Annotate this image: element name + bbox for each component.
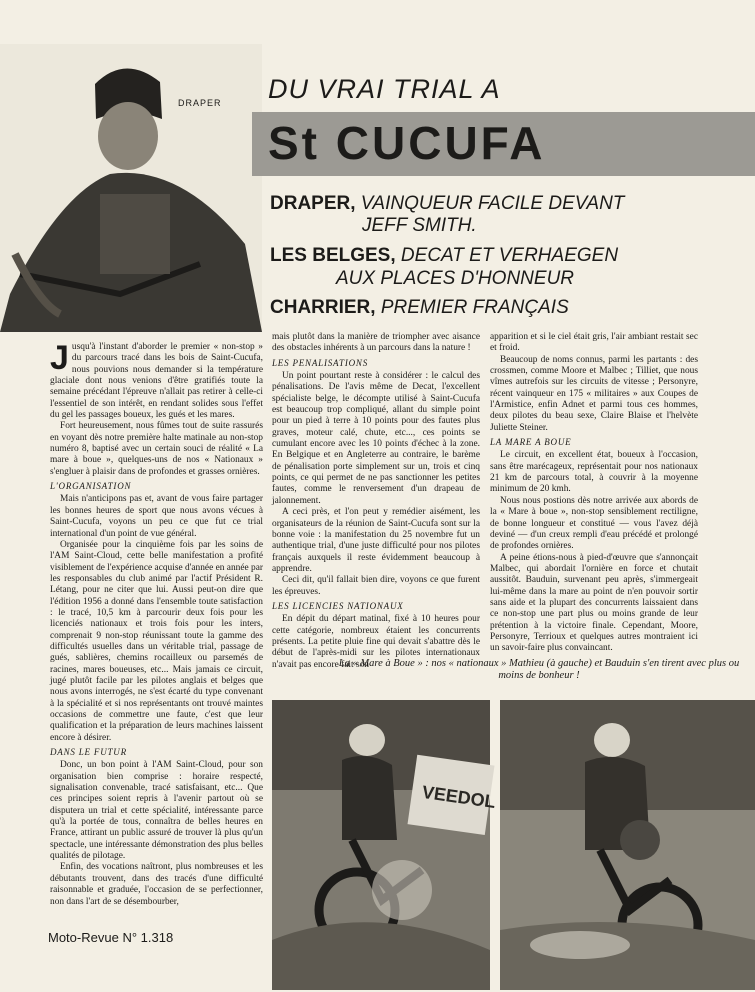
subtitle-1-bold: DRAPER,	[270, 193, 356, 214]
subtitle-2	[270, 245, 618, 267]
col1-paragraph: Donc, un bon point à l'AM Saint-Cloud, pour son organisation bien comprise : horaire respecté, signalisation convenable, tracé satisfaisant, etc... Que ces principes soient repris à l'avenir partout où se disputera un trial et cette spécialité, intéressante parce qu'à la portée de tous, connaîtra de belles heures en France, attirant un public assuré de trouver là plus qu'un spectacle, une intéressante démonstration des plus belles qualités de pilotage.	[50, 760, 263, 862]
col1-heading-organisation: L'ORGANISATION	[50, 481, 132, 492]
portrait-photo	[0, 44, 262, 332]
col3-paragraph: A peine étions-nous à pied-d'œuvre que s'annonçait Malbec, qui abordait l'ornière en force et chutait aussitôt. Bauduin, survenant peu après, s'immergeait lui-même dans la mare au point de n'en pouvoir sortir sans aide et la plupart des concurrents laissaient dans ce non-stop une part plus ou moins grande de leur prétention à la victoire finale. Cependant, Moore, Personyre, Terrioux et quelques autres montraient ici un savoir-faire plus convaincant.	[490, 552, 698, 654]
col2-paragraph: Un point pourtant reste à considérer : le calcul des pénalisations. De l'avis même de Decat, l'excellent spécialiste belge, le décompte utilisé à Saint-Cucufa est beaucoup trop compliqué, allant du simple point pour un pied à terre à 10 points pour des fautes plus graves, moteur calé, chute, etc..., ces points se cumulant encore avec les 10 points d'échec à la zone. En Belgique et en Angleterre au contraire, le barème de pénalisation porte simplement sur un, trois et cinq points, ce qui permet de ne pas sanctionner les petites fautes, comme le renversement d'un drapeau de jalonnement.	[272, 371, 480, 506]
subtitle-3-bold: CHARRIER,	[270, 297, 376, 318]
subtitle-2-line2	[336, 268, 574, 290]
col3-paragraph: Le circuit, en excellent état, boueux à l'occasion, sans être marécageux, représentait pour nos nationaux 21 km de parcours total, à couvrir à la moyenne minimum de 20 kmh.	[490, 450, 698, 495]
col1-paragraph: Mais n'anticipons pas et, avant de vous faire partager les bonnes heures de sport que nous avons vécues à Saint-Cucufa, voyons un peu ce que fut ce trial international d'un point de vue général.	[50, 494, 263, 539]
photo-mathieu	[272, 700, 497, 990]
subtitle-3-rest: PREMIER FRANÇAIS	[375, 297, 569, 318]
subtitle-1	[270, 193, 624, 215]
article-title-line2: St CUCUFA	[268, 117, 546, 169]
subtitle-1-line2	[362, 215, 477, 237]
subtitle-1-rest: VAINQUEUR FACILE DEVANT	[355, 193, 625, 214]
rider-portrait-illustration	[0, 44, 262, 332]
col2-heading-licencies: LES LICENCIES NATIONAUX	[272, 600, 404, 611]
page-footer	[48, 930, 173, 945]
subtitle-1-rest2: JEFF SMITH.	[362, 215, 477, 236]
col2-paragraph: Ceci dit, qu'il fallait bien dire, voyons ce que furent les épreuves.	[272, 575, 480, 597]
col1-paragraph: Fort heureusement, nous fûmes tout de suite rassurés en voyant dès notre première halte matinale au non-stop numéro 8, baptisé avec un certain souci de réalité « La mare à boue », quelques-uns de nos « Nationaux » s'engluer à plaisir dans de profondes et grasses ornières.	[50, 421, 263, 477]
dropcap: J	[50, 339, 69, 377]
subtitle-2-bold: LES BELGES,	[270, 245, 396, 266]
subtitle-3	[270, 297, 569, 319]
photo-bauduin	[500, 700, 755, 990]
rider-in-mud-illustration	[500, 700, 755, 990]
col1-heading-futur: DANS LE FUTUR	[50, 747, 127, 758]
article-title-line1: DU VRAI TRIAL A	[268, 74, 501, 104]
col3-heading-mare: LA MARE A BOUE	[490, 437, 572, 448]
article-column-2	[272, 332, 480, 670]
veedol-sign: VEEDOL	[420, 781, 497, 813]
col2-paragraph: En dépit du départ matinal, fixé à 10 heures pour cette catégorie, nombreux étaient les concurrents présents. La petite pluie fine qui devait s'abattre dès le début de l'après-midi sur les pilotes internationaux n'avait pas encore fait son	[272, 614, 480, 670]
col1-paragraph: Organisée pour la cinquième fois par les soins de l'AM Saint-Cloud, cette belle manifestation a profité visiblement de l'expérience acquise d'année en année par les responsables du club animé par l'actif Président R. Létang, pour ne citer que lui. Aussi peut-on dire que l'édition 1956 a donné dans l'ensemble toute satisfaction : le tracé, 10,5 km à parcourir deux fois pour les licenciés nationaux et trois fois pour les inters, comprenait 9 non-stop réunissant toute la gamme des difficultés usuelles dans un véritable trial, passage de gués, sablières, chemins rocailleux ou parsemés de racines, mares boueuses, etc... Mais jamais ce circuit, jugé plutôt facile par les pilotes anglais et belges que nous avons interrogés, ne s'est écarté du type convenant à la spécialité et si nos représentants ont trouvé maintes occasions de commettre une faute, c'est que leur qualification et la préparation de leurs machines laissent encore à désirer.	[50, 539, 263, 743]
footer-magazine: Moto-Revue	[48, 930, 119, 945]
col3-paragraph: Beaucoup de noms connus, parmi les partants : des crossmen, comme Moore et Malbec ; Tilliet, que nous vîmes autrefois sur les circuits de vitesse ; Personyre, récent vainqueur en 175 « militaires » aux Coupes de l'Armistice, enfin Adnet et parmi tous ces hommes, deux pilotes du beau sexe, Claire Blaise et l'helvète Juliette Steiner.	[490, 354, 698, 433]
col2-heading-penalisations: LES PENALISATIONS	[272, 357, 369, 368]
col2-paragraph: A ceci près, et l'on peut y remédier aisément, les organisateurs de la réunion de Saint-Cucufa sont sur la bonne voie : la manifestation du 25 novembre fut un authentique trial, d'une juste difficulté pour nos pilotes français auxquels il reste évidemment beaucoup à apprendre.	[272, 507, 480, 574]
subtitle-2-rest: DECAT ET VERHAEGEN	[395, 245, 619, 266]
col3-paragraph: Nous nous postions dès notre arrivée aux abords de la « Mare à boue », non-stop sensiblement rectiligne, de bonne longueur et constitué — vous l'avez déjà deviné — d'un creux rempli d'eau précédé et prolongé de profondes ornières.	[490, 495, 698, 552]
article-column-3	[490, 332, 698, 654]
article-column-1	[50, 339, 263, 927]
photos-caption: La « Mare à Boue » : nos « nationaux » Mathieu (à gauche) et Bauduin s'en tirent avec plus ou moins de bonheur !	[338, 658, 740, 681]
col1-paragraph: Enfin, des vocations naîtront, plus nombreuses et les débutants trouvent, dans des tracés d'une difficulté raisonnable et graduée, l'occasion de se perfectionner, non dans l'art de se désembourber,	[50, 862, 263, 907]
rider-in-mud-illustration	[272, 700, 497, 990]
footer-issue-number: N° 1.318	[122, 930, 174, 945]
col1-intro: usqu'à l'instant d'aborder le premier « non-stop » du parcours tracé dans les bois de Saint-Cucufa, nous pouvions nous demander si la température glaciale dont nous venions d'être gratifiés toute la semaine précédant l'épreuve n'allait pas retirer à celle-ci l'essentiel de son intérêt, en rendant solides sous l'effet du gel les passages boueux, les gués et les mares.	[50, 342, 263, 421]
col2-paragraph: mais plutôt dans la manière de triompher avec aisance des obstacles inhérents à un parcours dans la nature !	[272, 332, 480, 354]
col3-paragraph: apparition et si le ciel était gris, l'air ambiant restait sec et froid.	[490, 332, 698, 354]
subtitle-2-rest2: AUX PLACES D'HONNEUR	[336, 268, 575, 289]
portrait-caption: DRAPER	[178, 98, 222, 108]
